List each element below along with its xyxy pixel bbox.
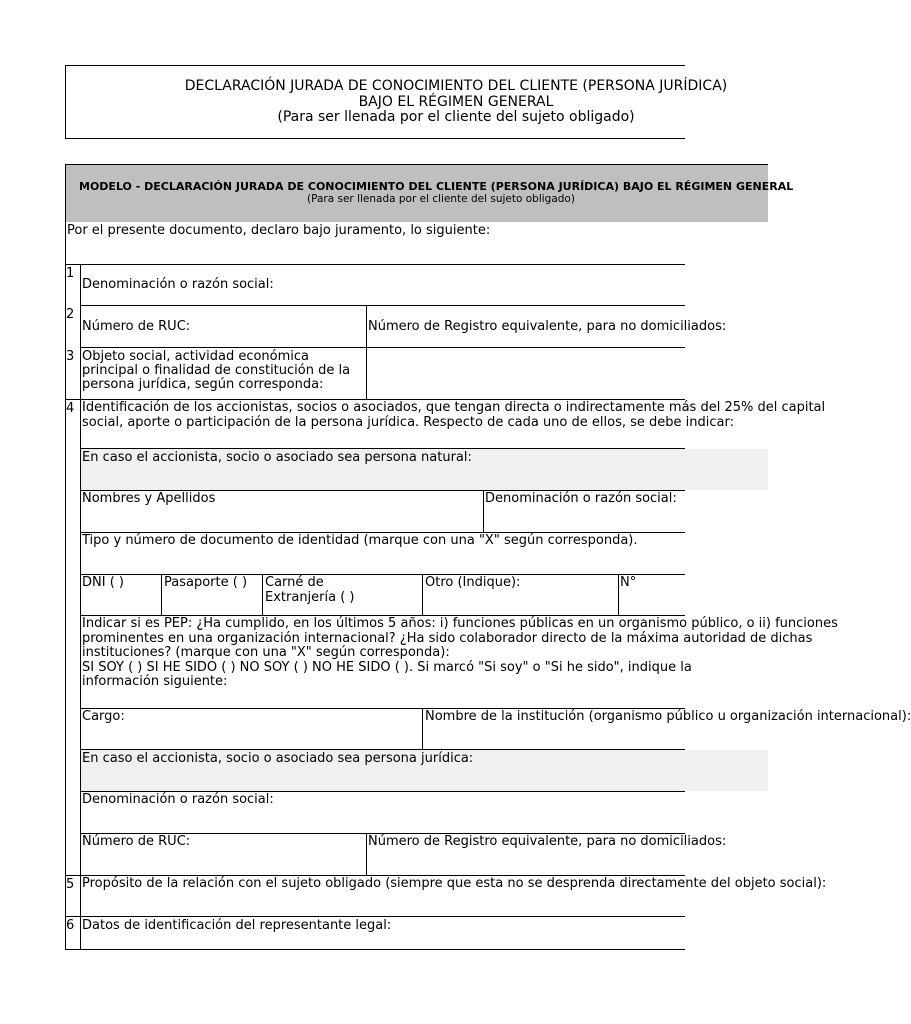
row-number: 5 xyxy=(66,877,75,892)
dni-checkbox[interactable]: DNI ( ) xyxy=(82,575,124,590)
otro-label[interactable]: Otro (Indique): xyxy=(425,575,521,590)
numero-label[interactable]: N° xyxy=(620,575,637,590)
row-number: 6 xyxy=(66,918,75,933)
objeto-label-1: Objeto social, actividad económica xyxy=(82,349,310,364)
objeto-label-2: principal o finalidad de constitución de la xyxy=(82,363,351,378)
carne-checkbox[interactable]: Extranjería ( ) xyxy=(265,590,355,605)
pep-text-1: Indicar si es PEP: ¿Ha cumplido, en los últimos 5 años: i) funciones públicas en un organismo público, o ii) funciones xyxy=(82,616,838,631)
ruc-2-label[interactable]: Número de RUC: xyxy=(82,834,191,849)
row-number: 3 xyxy=(66,349,75,364)
ruc-label[interactable]: Número de RUC: xyxy=(82,319,191,334)
legal-person-label: En caso el accionista, socio o asociado sea persona jurídica: xyxy=(82,751,474,766)
denominacion-2-label[interactable]: Denominación o razón social: xyxy=(485,491,677,506)
representante-label[interactable]: Datos de identificación del representante legal: xyxy=(82,918,392,933)
header-line-2: BAJO EL RÉGIMEN GENERAL xyxy=(358,94,554,110)
pasaporte-checkbox[interactable]: Pasaporte ( ) xyxy=(164,575,248,590)
cargo-label[interactable]: Cargo: xyxy=(82,709,125,724)
pep-text-2: prominentes en una organización internacional? ¿Ha sido colaborador directo de la máxima autoridad de dichas xyxy=(82,631,813,646)
identificacion-text-1: Identificación de los accionistas, socios o asociados, que tengan directa o indirectamente más del 25% del capital xyxy=(82,400,826,415)
natural-person-label: En caso el accionista, socio o asociado sea persona natural: xyxy=(82,450,472,465)
pep-text-3: instituciones? (marque con una "X" según corresponda): xyxy=(82,645,450,660)
row-number: 2 xyxy=(66,307,75,322)
header-line-1: DECLARACIÓN JURADA DE CONOCIMIENTO DEL CLIENTE (PERSONA JURÍDICA) xyxy=(184,78,728,94)
denominacion-3-label[interactable]: Denominación o razón social: xyxy=(82,792,274,807)
objeto-label-3: persona jurídica, según corresponda: xyxy=(82,377,324,392)
institucion-label[interactable]: Nombre de la institución (organismo público u organización internacional): xyxy=(425,709,911,724)
identificacion-text-2: social, aporte o participación de la persona jurídica. Respecto de cada uno de ellos, se debe indicar: xyxy=(82,415,734,430)
tipo-documento-label: Tipo y número de documento de identidad (marque con una "X" según corresponda). xyxy=(82,533,638,548)
model-subtitle: (Para ser llenada por el cliente del sujeto obligado) xyxy=(307,193,575,205)
intro-text: Por el presente documento, declaro bajo juramento, lo siguiente: xyxy=(67,223,491,238)
pep-text-5: información siguiente: xyxy=(82,674,228,689)
row-number: 1 xyxy=(66,266,75,281)
model-title: MODELO - DECLARACIÓN JURADA DE CONOCIMIENTO DEL CLIENTE (PERSONA JURÍDICA) BAJO EL RÉGIMEN GENERAL xyxy=(79,180,794,193)
row-number: 4 xyxy=(66,401,75,416)
registro-label[interactable]: Número de Registro equivalente, para no domiciliados: xyxy=(368,319,727,334)
carne-label-1: Carné de xyxy=(265,575,324,590)
denominacion-label[interactable]: Denominación o razón social: xyxy=(82,277,274,292)
nombres-label[interactable]: Nombres y Apellidos xyxy=(82,491,216,506)
registro-2-label[interactable]: Número de Registro equivalente, para no domiciliados: xyxy=(368,834,727,849)
pep-options[interactable]: SI SOY ( ) SI HE SIDO ( ) NO SOY ( ) NO HE SIDO ( ). Si marcó "Si soy" o "Si he sido", indique la xyxy=(82,660,692,675)
proposito-label[interactable]: Propósito de la relación con el sujeto obligado (siempre que esta no se desprenda directamente del objeto social): xyxy=(82,876,827,891)
header-line-3: (Para ser llenada por el cliente del sujeto obligado) xyxy=(277,109,635,125)
